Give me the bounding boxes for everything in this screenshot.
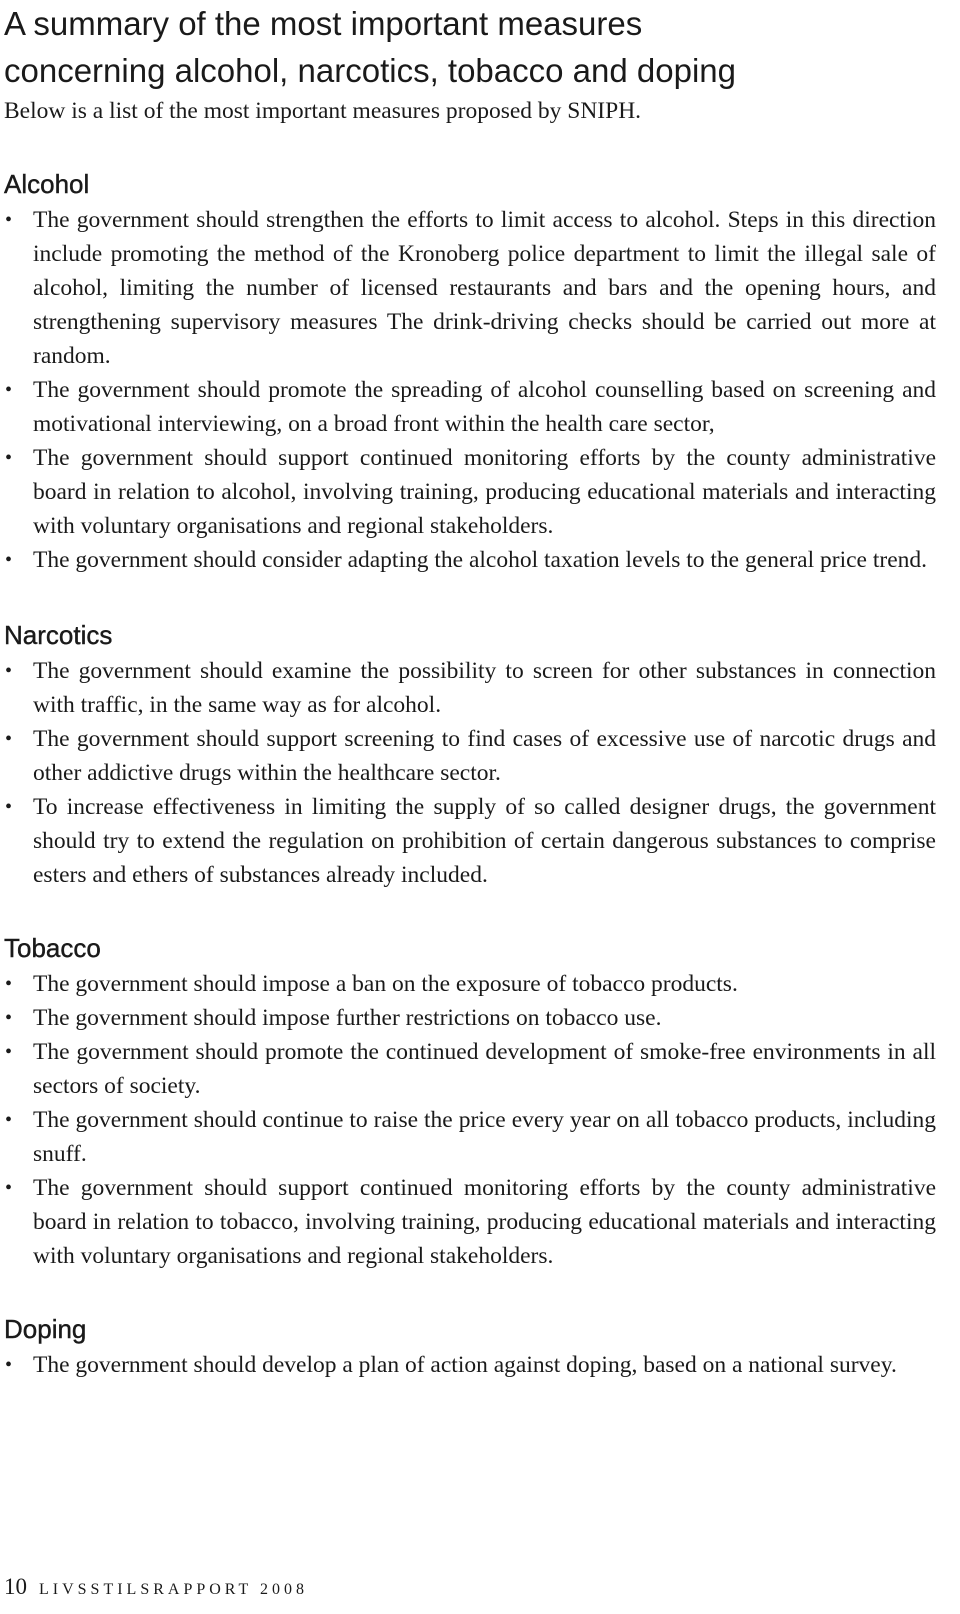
bullet-icon: • (5, 728, 13, 750)
list-item-text: The government should continue to raise the price every year on all tobacco products, including snuff. (33, 1107, 936, 1167)
list-item (4, 1171, 936, 1273)
section-alcohol (4, 167, 936, 577)
list-item (4, 373, 936, 441)
section-heading-alcohol: Alcohol (4, 169, 90, 199)
bullet-icon: • (5, 796, 13, 818)
list-item-text: The government should impose a ban on the exposure of tobacco products. (33, 971, 738, 997)
list-item-text: The government should support continued monitoring efforts by the county administrative board in relation to alcohol, involving training, producing educational materials and interacting with voluntary organisations and regional stakeholders. (33, 445, 936, 539)
intro-text: Below is a list of the most important measures proposed by SNIPH. (4, 98, 642, 124)
list-item-text: The government should support continued monitoring efforts by the county administrative board in relation to tobacco, involving training, producing educational materials and interacting with voluntary organisations and regional stakeholders. (33, 1175, 936, 1269)
list-item-text: The government should consider adapting the alcohol taxation levels to the general price trend. (33, 547, 928, 573)
list-item (4, 722, 936, 790)
bullet-icon: • (5, 209, 13, 231)
page-title (4, 0, 936, 94)
section-heading-narcotics: Narcotics (4, 620, 113, 650)
list-item (4, 1001, 936, 1035)
list-item (4, 654, 936, 722)
bullet-list-narcotics (4, 654, 936, 892)
page-number: 10 (4, 1574, 27, 1599)
section-heading-doping: Doping (4, 1314, 87, 1344)
title-line-1: A summary of the most important measures (4, 5, 643, 42)
list-item (4, 1103, 936, 1171)
bullet-list-alcohol (4, 203, 936, 577)
list-item-text: The government should strengthen the efforts to limit access to alcohol. Steps in this direction include promoting the method of the Kronoberg police department to limit the illegal sale of alcohol, limiting the number of licensed restaurants and bars and the opening hours, and strengthening supervisory measures The drink-driving checks should be carried out more at random. (33, 207, 936, 369)
bullet-icon: • (5, 660, 13, 682)
bullet-icon: • (5, 1041, 13, 1063)
bullet-icon: • (5, 1007, 13, 1029)
list-item (4, 1035, 936, 1103)
bullet-icon: • (5, 447, 13, 469)
page-content (4, 0, 936, 1382)
list-item (4, 543, 936, 577)
list-item-text: The government should promote the continued development of smoke-free environments in all sectors of society. (33, 1039, 936, 1099)
bullet-list-tobacco (4, 967, 936, 1273)
bullet-icon: • (5, 379, 13, 401)
section-heading-tobacco: Tobacco (4, 933, 101, 963)
list-item-text: The government should develop a plan of action against doping, based on a national survey. (33, 1352, 897, 1378)
bullet-icon: • (5, 549, 13, 571)
list-item (4, 1348, 936, 1382)
list-item-text: To increase effectiveness in limiting the supply of so called designer drugs, the government should try to extend the regulation on prohibition of certain dangerous substances to comprise esters and ethers of substances already included. (33, 794, 936, 888)
bullet-icon: • (5, 1354, 13, 1376)
section-tobacco (4, 931, 936, 1273)
list-item-text: The government should examine the possibility to screen for other substances in connection with traffic, in the same way as for alcohol. (33, 658, 936, 718)
publication-name: LIVSSTILSRAPPORT 2008 (39, 1581, 308, 1598)
bullet-list-doping (4, 1348, 936, 1382)
section-narcotics (4, 618, 936, 892)
list-item-text: The government should support screening to find cases of excessive use of narcotic drugs and other addictive drugs within the healthcare sector. (33, 726, 936, 786)
list-item-text: The government should impose further restrictions on tobacco use. (33, 1005, 662, 1031)
list-item (4, 790, 936, 892)
section-doping (4, 1312, 936, 1382)
list-item (4, 203, 936, 373)
list-item-text: The government should promote the spreading of alcohol counselling based on screening and motivational interviewing, on a broad front within the health care sector, (33, 377, 936, 437)
list-item (4, 967, 936, 1001)
bullet-icon: • (5, 973, 13, 995)
list-item (4, 441, 936, 543)
title-line-2: concerning alcohol, narcotics, tobacco and doping (4, 52, 736, 89)
page-footer (4, 1572, 308, 1605)
bullet-icon: • (5, 1109, 13, 1131)
bullet-icon: • (5, 1177, 13, 1199)
